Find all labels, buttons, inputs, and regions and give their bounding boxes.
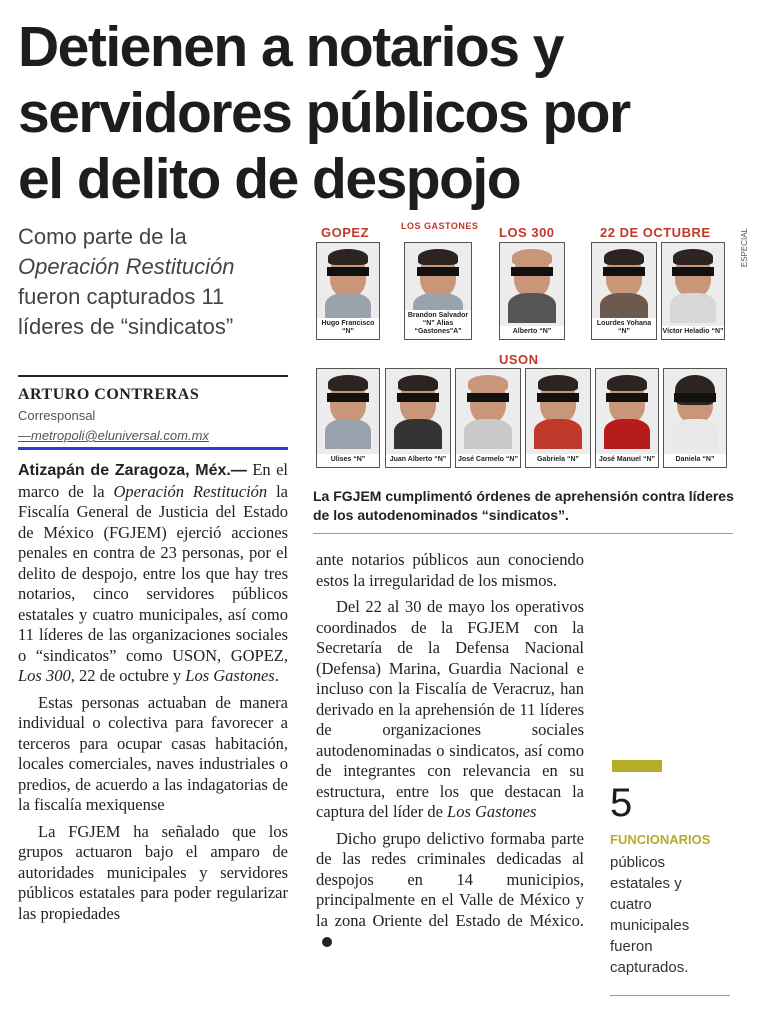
p4-text: Del 22 al 30 de mayo los operativos coordinados de la FGJEM con la Secretaría de la Defensa Nacional (Defensa) Marina, Guardia Nacional e incluso con la Fiscalía de Veracruz, han derivado en la aprehensión de 11 líderes de organizaciones sociales autodenominadas o sindicatos, así como de integrantes con relevancia en su estructura, entre los que destacan la captura del líder de [316,597,584,821]
mugshot [455,368,521,468]
stat-description [610,852,740,978]
end-mark-icon [322,937,332,947]
group-label-uson: USON [499,352,539,367]
paragraph-2: Estas personas actuaban de manera individual o colectiva para favorecer a terceros para ocupar casas habitación, locales comerciales, naves industriales o predios, de acuerdo a las indagatorias de la fiscalía mexiquense [18,692,288,814]
headline-line: el delito de despojo [18,147,521,211]
headline [18,14,763,212]
shoulders [672,419,718,449]
censor-bar [397,393,439,402]
censor-bar [672,267,714,276]
mugshot [663,368,727,468]
caption-divider [313,533,733,534]
mugshot-name: Brandon Salvador “N” Alias “Gastones"A" [405,310,471,339]
mugshot-panel [313,222,733,474]
paragraph-3-continued: ante notarios públicos aun conociendo estos la irregularidad de los mismos. [316,550,584,590]
mugshot [591,242,657,340]
mugshot [661,242,725,340]
mugshot-name: Gabriela “N” [526,454,590,467]
censor-bar [467,393,509,402]
shoulders [464,419,512,449]
p1-text: . [274,666,279,685]
group-label-los-300: LOS 300 [499,225,555,240]
mugshot-name: Alberto “N” [500,326,564,339]
photo-caption: La FGJEM cumplimentó órdenes de aprehensión contra líderes de los autodenominados “sindicatos”. [313,488,734,523]
stat-line: capturados. [610,959,689,976]
p1-text: , 22 de octubre y [70,666,186,685]
stat-line: fueron [610,938,653,955]
mugshot-name: José Manuel “N” [596,454,658,467]
stat-line: públicos [610,854,666,871]
hair [468,375,508,391]
article-column-1 [18,460,288,924]
group-label-gopez: GOPEZ [321,225,370,240]
p1-text: En el marco de la [18,460,288,501]
author-role: Corresponsal [18,408,96,423]
mugshot [404,242,472,340]
group-label-22-octubre: 22 DE OCTUBRE [600,225,711,240]
deck-subtitle [18,222,303,342]
paragraph-1 [18,460,288,687]
stat-line: cuatro [610,896,652,913]
hair [328,249,368,265]
hair [418,249,458,265]
mugshot [525,368,591,468]
mugshot-name: Ulises “N” [317,454,379,467]
stat-number: 5 [610,781,633,825]
p1-italic: Operación Restitución [113,481,268,501]
deck-line: líderes de “sindicatos” [18,314,234,339]
hair [604,249,644,265]
shoulders [604,419,650,449]
byline-divider [18,375,288,377]
hair [538,375,578,391]
mugshot-name: Lourdes Yohana “N” [592,318,656,339]
stat-line: municipales [610,917,690,934]
p4-italic: Los Gastones [447,802,537,821]
mugshot-name: Juan Alberto “N” [386,454,450,467]
headline-line: Detienen a notarios y [18,15,563,79]
p1-italic: Los 300 [18,666,71,685]
hair [512,249,552,265]
article-column-2 [316,550,584,952]
stat-divider [610,995,730,996]
censor-bar [417,267,459,276]
paragraph-5 [316,829,584,952]
p1-text: la Fiscalía General de Justicia del Estado de México (FGJEM) ejerció acciones penales en contra de 23 personas, por el delito de despojo, entre los que hay tres notarios, cinco servidores públicos estatales y cuatro municipales, así como 11 líderes de las organizaciones sociales o “sindicatos” como USON, GOPEZ, [18,481,288,665]
censor-bar [327,393,369,402]
deck-line-italic: Operación Restitución [18,254,235,279]
shoulders [534,419,582,449]
paragraph-4 [316,597,584,823]
p1-italic: Los Gastones [185,666,275,685]
mugshot-name: Hugo Francisco “N” [317,318,379,339]
group-label-los-gastones: LOS GASTONES [401,221,479,231]
paragraph-3: La FGJEM ha señalado que los grupos actuaron bajo el amparo de autoridades municipales y servidores públicos estatales para poder regularizar las propiedades [18,821,288,923]
deck-line: Como parte de la [18,224,187,249]
mugshot [595,368,659,468]
shoulders [394,419,442,449]
email-underline [18,447,288,450]
stat-accent-bar [612,760,662,772]
hair [328,375,368,391]
censor-bar [603,267,645,276]
censor-bar [674,393,716,402]
mugshot [385,368,451,468]
stat-line: estatales y [610,875,682,892]
hair [607,375,647,391]
mugshot-name: José Carmelo “N” [456,454,520,467]
mugshot [499,242,565,340]
headline-line: servidores públicos por [18,81,630,145]
author-name: ARTURO CONTRERAS [18,386,200,403]
shoulders [508,293,556,323]
shoulders [670,293,716,323]
hair [398,375,438,391]
hair [673,249,713,265]
censor-bar [606,393,648,402]
dateline: Atizapán de Zaragoza, Méx.— [18,462,247,479]
mugshot [316,242,380,340]
stat-label: FUNCIONARIOS [610,832,711,847]
p5-text: Dicho grupo delictivo formaba parte de las redes criminales dedicadas al despojos en 14 municipios, principalmente en el Valle de México y la zona Oriente del Estado de México. [316,828,584,930]
deck-line: fueron capturados 11 [18,284,225,309]
censor-bar [537,393,579,402]
mugshot-name: Víctor Heladio “N” [662,326,724,339]
mugshot [316,368,380,468]
author-email-link[interactable]: —metropoli@eluniversal.com.mx [18,428,209,443]
censor-bar [327,267,369,276]
photo-credit: ESPECIAL [740,228,749,268]
shoulders [325,419,371,449]
mugshot-name: Daniela “N” [664,454,726,467]
censor-bar [511,267,553,276]
